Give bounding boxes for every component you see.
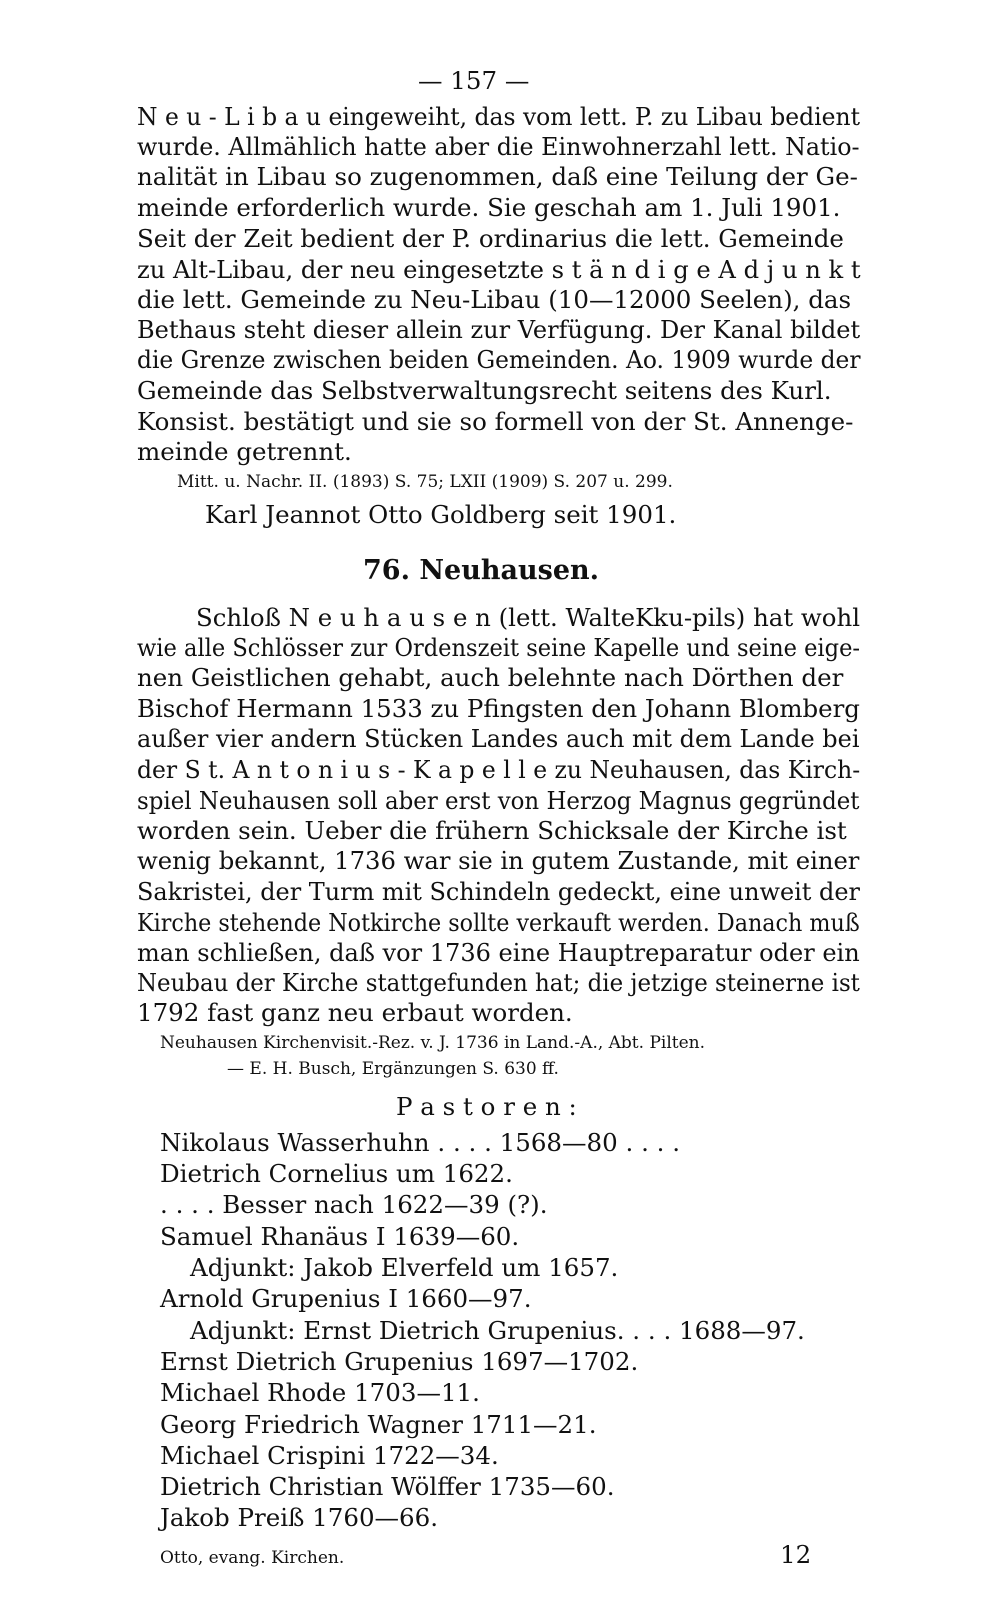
pastor-entry: Adjunkt: Jakob Elverfeld um 1657. — [190, 1253, 619, 1282]
paragraph-line: zu Alt-Libau, der neu eingesetzte s t ä n d i g e A d j u n k t — [137, 255, 861, 284]
paragraph-line: 1792 fast ganz neu erbaut worden. — [137, 998, 573, 1027]
pastors-heading: P a s t o r e n : — [396, 1092, 577, 1121]
paragraph-line: N e u - L i b a u eingeweiht, das vom lett. P. zu Libau bedient — [137, 102, 861, 131]
paragraph-line: die lett. Gemeinde zu Neu-Libau (10—12000 Seelen), das — [137, 285, 852, 314]
paragraph-line: Bethaus steht dieser allein zur Verfügung. Der Kanal bildet — [137, 315, 861, 344]
source-note: Mitt. u. Nachr. II. (1893) S. 75; LXII (1909) S. 207 u. 299. — [177, 472, 673, 492]
paragraph-line: meinde getrennt. — [137, 437, 352, 466]
paragraph-line: spiel Neuhausen soll aber erst von Herzog Magnus gegründet — [137, 786, 860, 815]
page-number: — 157 — — [418, 66, 530, 95]
source-note: — E. H. Busch, Ergänzungen S. 630 ff. — [227, 1059, 559, 1079]
paragraph-line: man schließen, daß vor 1736 eine Hauptreparatur oder ein — [137, 938, 860, 967]
paragraph-line: meinde erforderlich wurde. Sie geschah am 1. Juli 1901. — [137, 193, 841, 222]
paragraph-line: der S t. A n t o n i u s - K a p e l l e zu Neuhausen, das Kirch- — [137, 755, 861, 784]
paragraph-line: worden sein. Ueber die frühern Schicksale der Kirche ist — [137, 816, 847, 845]
paragraph-line: Kirche stehende Notkirche sollte verkauft werden. Danach muß — [137, 908, 860, 937]
pastor-entry: Dietrich Cornelius um 1622. — [160, 1159, 513, 1188]
paragraph-line: Schloß N e u h a u s e n (lett. WalteKku-pils) hat wohl — [196, 603, 861, 632]
paragraph-line: Seit der Zeit bedient der P. ordinarius die lett. Gemeinde — [137, 224, 844, 253]
section-heading: 76. Neuhausen. — [363, 555, 600, 586]
pastor-entry: Arnold Grupenius I 1660—97. — [160, 1284, 532, 1313]
paragraph-line: wie alle Schlösser zur Ordenszeit seine Kapelle und seine eige- — [137, 633, 861, 662]
pastor-entry: Georg Friedrich Wagner 1711—21. — [160, 1410, 597, 1439]
paragraph-line: Neubau der Kirche stattgefunden hat; die jetzige steinerne ist — [137, 968, 860, 997]
paragraph-line: wurde. Allmählich hatte aber die Einwohnerzahl lett. Natio- — [137, 132, 860, 161]
footer-signature: 12 — [780, 1540, 812, 1569]
pastor-entry: Samuel Rhanäus I 1639—60. — [160, 1222, 520, 1251]
paragraph-line: außer vier andern Stücken Landes auch mit dem Lande bei — [137, 724, 860, 753]
pastor-entry: Michael Rhode 1703—11. — [160, 1378, 480, 1407]
pastor-entry: Karl Jeannot Otto Goldberg seit 1901. — [205, 500, 677, 529]
pastor-entry: Adjunkt: Ernst Dietrich Grupenius. . . . 1688—97. — [190, 1316, 805, 1345]
pastor-entry: Michael Crispini 1722—34. — [160, 1441, 499, 1470]
pastor-entry: Jakob Preiß 1760—66. — [160, 1503, 438, 1532]
paragraph-line: nen Geistlichen gehabt, auch belehnte nach Dörthen der — [137, 663, 844, 692]
paragraph-line: Sakristei, der Turm mit Schindeln gedeckt, eine unweit der — [137, 877, 860, 906]
footer-left: Otto, evang. Kirchen. — [160, 1548, 345, 1568]
source-note: Neuhausen Kirchenvisit.-Rez. v. J. 1736 in Land.-A., Abt. Pilten. — [160, 1033, 706, 1053]
paragraph-line: Gemeinde das Selbstverwaltungsrecht seitens des Kurl. — [137, 376, 832, 405]
paragraph-line: Konsist. bestätigt und sie so formell von der St. Annenge- — [137, 407, 854, 436]
pastor-entry: Ernst Dietrich Grupenius 1697—1702. — [160, 1347, 639, 1376]
pastor-entry: . . . . Besser nach 1622—39 (?). — [160, 1190, 548, 1219]
pastor-entry: Dietrich Christian Wölffer 1735—60. — [160, 1472, 615, 1501]
paragraph-line: die Grenze zwischen beiden Gemeinden. Ao. 1909 wurde der — [137, 345, 861, 374]
paragraph-line: wenig bekannt, 1736 war sie in gutem Zustande, mit einer — [137, 846, 860, 875]
paragraph-line: Bischof Hermann 1533 zu Pfingsten den Johann Blomberg — [137, 694, 860, 723]
pastor-entry: Nikolaus Wasserhuhn . . . . 1568—80 . . . . — [160, 1128, 681, 1157]
paragraph-line: nalität in Libau so zugenommen, daß eine Teilung der Ge- — [137, 162, 858, 191]
